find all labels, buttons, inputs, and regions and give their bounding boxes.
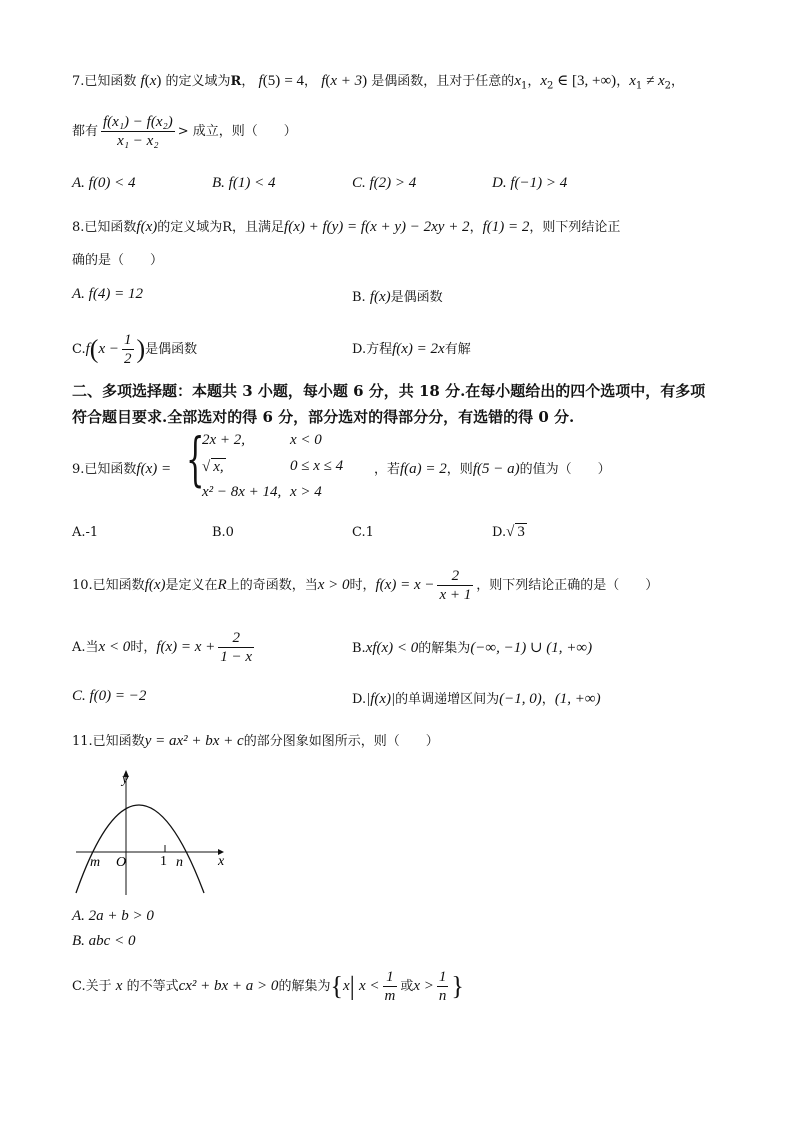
- q7-option-d[interactable]: D. f(−1) > 4: [492, 175, 568, 191]
- q9-text3: 的值为（ ）: [519, 462, 611, 477]
- math-x: x: [115, 978, 123, 994]
- sqrt-3: 3: [517, 524, 525, 540]
- math-interval2: (1, +∞): [554, 691, 601, 707]
- q8-option-d[interactable]: [352, 338, 471, 358]
- q7-stem-line2: [72, 113, 734, 151]
- q8-text2: ，则下列结论正: [529, 220, 621, 235]
- left-brace: {: [186, 425, 205, 493]
- opt-comma: ，: [541, 692, 555, 707]
- opt-label: C.: [72, 342, 86, 357]
- math-x-minus: x −: [98, 341, 119, 357]
- q7-prefix: 7.已知函数: [72, 74, 137, 89]
- math-set-x: x: [342, 978, 350, 994]
- opt-label: A.当: [72, 640, 99, 655]
- math-fa: f(a) = 2: [400, 461, 447, 477]
- math-ineq: xf(x) < 0: [365, 640, 419, 656]
- parabola-curve: [76, 805, 204, 893]
- sub-2: 2: [547, 80, 554, 92]
- frac-1-n: [437, 968, 449, 1005]
- q10-option-d[interactable]: [352, 688, 601, 708]
- opt-label: B.: [352, 641, 366, 656]
- q7-fraction: [101, 113, 175, 150]
- math-f-x3: f: [321, 73, 326, 89]
- math-x-plus-3: x + 3: [330, 73, 363, 89]
- x-label: x: [218, 854, 225, 869]
- math-x1: x: [514, 73, 521, 89]
- q9-prefix: [72, 458, 171, 478]
- math-R: R: [217, 577, 227, 593]
- q8-option-a[interactable]: A. f(4) = 12: [72, 286, 143, 302]
- opt-text2: 的解集为: [278, 979, 331, 994]
- math-cond: x > 0: [317, 577, 350, 593]
- frac-numerator: 2: [437, 567, 473, 586]
- q9-option-c[interactable]: C.1: [352, 525, 374, 540]
- math-cond: x < 0: [98, 639, 131, 655]
- sub-neq1: 1: [635, 80, 643, 92]
- math-lt: x <: [358, 978, 380, 994]
- opt-label: D.方程: [352, 342, 393, 357]
- opt-label: D.: [492, 525, 507, 540]
- math-R: R: [230, 74, 242, 89]
- math-eq4: = 4: [284, 73, 305, 89]
- origin-label: O: [116, 855, 127, 870]
- opt-text: 的解集为: [418, 641, 471, 656]
- opt-fraction: [218, 629, 254, 666]
- opt-text: 时，: [130, 640, 157, 655]
- math-fx: f(x): [136, 219, 158, 235]
- math-fx-def: f(x) = x −: [375, 577, 435, 593]
- frac-denominator: x + 1: [439, 587, 472, 603]
- frac-denominator: n: [438, 988, 447, 1004]
- frac-numerator: 2: [218, 629, 254, 648]
- opt-text: 是偶函数: [390, 290, 443, 305]
- q7-option-c[interactable]: C. f(2) > 4: [352, 175, 417, 191]
- q7-comma: ，: [241, 74, 255, 89]
- q8-stem-line1: [72, 217, 734, 238]
- frac-numerator: 1: [438, 969, 447, 985]
- q7-option-b[interactable]: B. f(1) < 4: [212, 175, 276, 191]
- math-fx: f(x): [369, 289, 391, 305]
- q11-option-b[interactable]: B. abc < 0: [72, 933, 136, 949]
- opt-label: C.关于: [72, 979, 112, 994]
- q9-text: ，若: [374, 462, 401, 477]
- q10-prefix: 10.已知函数: [72, 578, 145, 593]
- math-interval: [3, +∞): [572, 73, 617, 89]
- q10-option-a[interactable]: [72, 628, 257, 667]
- q7-comma3: ，: [527, 74, 541, 89]
- q10-text3: 时，: [349, 578, 376, 593]
- section2-heading-line1: 二、多项选择题：本题共 3 小题，每小题 6 分，共 18 分.在每小题给出的四个选项中，有多项: [72, 382, 706, 400]
- math-f5: f: [258, 73, 263, 89]
- q11-text: 的部分图象如图所示，则（ ）: [243, 734, 439, 749]
- frac-half: [122, 331, 134, 368]
- math-x2: x: [540, 73, 548, 89]
- n-label: n: [176, 855, 183, 870]
- case-2: √ x,: [202, 459, 224, 475]
- q7-text: 的定义域为: [165, 74, 231, 89]
- q8-stem-line2: 确的是（ ）: [72, 253, 164, 268]
- math-set: (−∞, −1) ∪ (1, +∞): [470, 640, 593, 656]
- math-equation: f(x) = 2x: [392, 341, 445, 357]
- math-neq: ≠ x: [642, 73, 665, 89]
- opt-text: 有解: [444, 342, 471, 357]
- math-gt: x >: [413, 978, 434, 994]
- opt-text: 的不等式: [126, 979, 179, 994]
- frac-denominator: m: [384, 988, 396, 1004]
- math-f5a: f(5 − a): [472, 461, 520, 477]
- case-1: [202, 432, 245, 449]
- math-f1: f(1) = 2: [482, 219, 530, 235]
- q11-stem: [72, 731, 734, 752]
- math-abs-fx: |f(x)|: [366, 691, 396, 707]
- q7-text4: > 成立，则（ ）: [177, 124, 297, 139]
- q7-stem-line1: 7.已知函数 f(x) 的定义域为R， f(5) = 4， f(x + 3) 是偶函数，且对于任意的$x_1$，$x_2$ ∈ [3, +∞)，$x_1 \ne x_2$，: [72, 73, 685, 92]
- math-quadratic: y = ax² + bx + c: [144, 733, 244, 749]
- q7-comma5: ，: [671, 74, 685, 89]
- q11-option-a[interactable]: A. 2a + b > 0: [72, 908, 154, 924]
- q9-option-a[interactable]: A.-1: [72, 525, 99, 540]
- frac-1-m: [383, 968, 398, 1005]
- math-fx-eq: f(x) =: [136, 461, 172, 477]
- q7-comma4: ，: [616, 74, 630, 89]
- q10-text: 是定义在: [165, 578, 218, 593]
- frac-denominator: x₁ − x₂: [117, 133, 159, 149]
- sub-neq2: 2: [664, 80, 672, 92]
- q10-option-b[interactable]: [352, 637, 592, 657]
- opt-text: 是偶函数: [145, 342, 198, 357]
- case-1-cond: x < 0: [290, 432, 322, 448]
- q9-stem-tail: [374, 458, 611, 478]
- math-fx: f(x): [144, 577, 166, 593]
- q9-option-b[interactable]: B.0: [212, 525, 234, 540]
- math-x: x: [149, 73, 157, 89]
- y-label: y: [122, 772, 129, 787]
- math-five: 5: [267, 73, 276, 89]
- math-f: f: [85, 341, 90, 357]
- parabola-graph: [72, 765, 232, 900]
- opt-text: 的单调递增区间为: [395, 692, 500, 707]
- frac-numerator: f(x₁) − f(x₂): [103, 114, 173, 130]
- section2-heading-line2: 符合题目要求.全部选对的得 6 分，部分选对的得部分分，有选错的得 0 分.: [72, 408, 575, 426]
- sub-1: 1: [520, 80, 528, 92]
- q10-stem: [72, 566, 734, 605]
- math-fx-def: f(x) = x +: [156, 639, 216, 655]
- q8-option-c[interactable]: C.f(x − $\frac{1}{2}$ )是偶函数: [72, 332, 198, 367]
- q11-option-c[interactable]: C.关于 x 的不等式cx² + bx + a > 0的解集为{x| x < $\frac{1}{m}$ 或x > $\frac{1}{n}$ }: [72, 969, 464, 1004]
- math-f: f: [140, 73, 145, 89]
- q10-fraction: [437, 567, 473, 604]
- q9-prefix-text: 9.已知函数: [72, 462, 137, 477]
- math-ineq: cx² + bx + a > 0: [178, 978, 279, 994]
- q7-text2: 是偶函数，且对于任意的: [371, 74, 515, 89]
- opt-label: D.: [352, 692, 367, 707]
- q8-text: 的定义域为R，且满足: [157, 220, 285, 235]
- math-interval1: (−1, 0): [499, 691, 542, 707]
- q10-text4: ，则下列结论正确的是（ ）: [476, 578, 659, 593]
- sqrt-x: x,: [213, 459, 224, 475]
- math-in: ∈: [553, 73, 573, 89]
- m-label: m: [90, 855, 101, 870]
- q7-option-a[interactable]: A. f(0) < 4: [72, 175, 136, 191]
- frac-numerator: 1: [383, 968, 398, 987]
- q10-option-c[interactable]: C. f(0) = −2: [72, 688, 147, 704]
- frac-denominator: 1 − x: [220, 649, 253, 665]
- case-3-cond: x > 4: [290, 484, 322, 500]
- math-functional-eq: f(x) + f(y) = f(x + y) − 2xy + 2: [284, 219, 470, 235]
- q7-comma2: ，: [304, 74, 318, 89]
- case-3: x² − 8x + 14,: [202, 484, 282, 500]
- q9-text2: ，则: [446, 462, 473, 477]
- or-text: 或: [400, 979, 414, 994]
- q7-text3: 都有: [72, 124, 99, 139]
- q8-option-b[interactable]: [352, 286, 443, 306]
- one-label: 1: [160, 854, 167, 869]
- q9-option-d[interactable]: D.√ 3: [492, 524, 525, 540]
- opt-label: B.: [352, 290, 366, 305]
- q8-comma: ，: [469, 220, 483, 235]
- q11-prefix: 11.已知函数: [72, 734, 145, 749]
- frac-denominator: 2: [124, 351, 132, 367]
- math-neq-x: x: [629, 73, 636, 89]
- case-2-cond: 0 ≤ x ≤ 4: [290, 458, 344, 474]
- q10-text2: 上的奇函数，当: [226, 578, 318, 593]
- case-expr: 2x + 2,: [202, 432, 246, 448]
- q8-prefix: 8.已知函数: [72, 220, 137, 235]
- frac-numerator: 1: [124, 332, 132, 348]
